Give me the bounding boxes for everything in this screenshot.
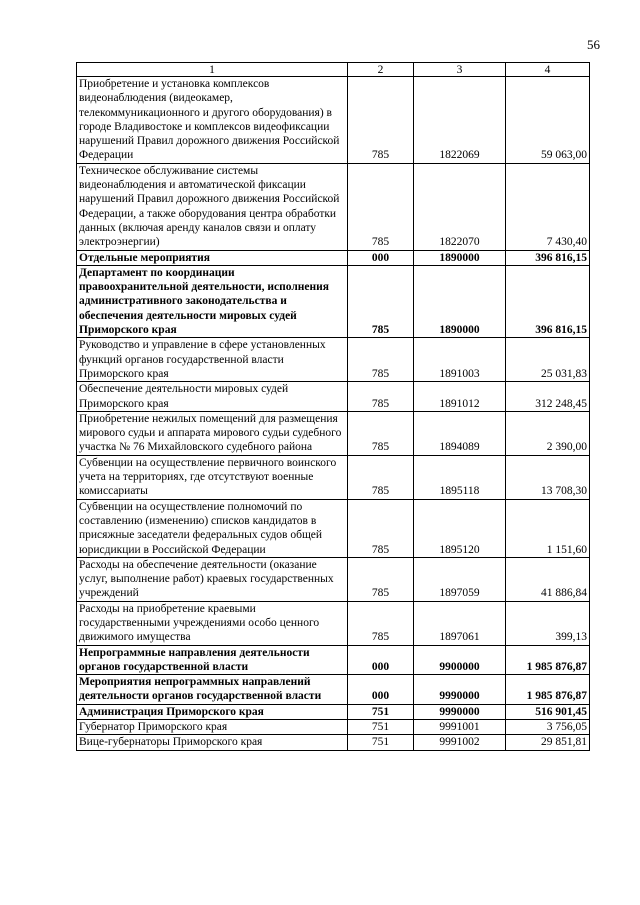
header-col-2: 2 [348, 63, 414, 77]
table-row [77, 250, 590, 265]
row-name: Губернатор Приморского края [77, 720, 348, 735]
row-code: 000 [348, 645, 414, 675]
row-code: 751 [348, 720, 414, 735]
row-code: 785 [348, 557, 414, 601]
table-row [77, 735, 590, 750]
row-code: 785 [348, 265, 414, 337]
row-amount: 396 816,15 [506, 250, 590, 265]
table-row [77, 411, 590, 455]
table-row [77, 382, 590, 412]
row-target-code: 1822070 [414, 163, 506, 250]
table-row [77, 499, 590, 557]
table-row [77, 675, 590, 705]
header-col-3: 3 [414, 63, 506, 77]
row-code: 785 [348, 77, 414, 164]
header-col-4: 4 [506, 63, 590, 77]
row-amount: 396 816,15 [506, 265, 590, 337]
row-name: Мероприятия непрограммных направлений деятельности органов государственной власти [77, 675, 348, 705]
row-amount: 399,13 [506, 601, 590, 645]
row-target-code: 1894089 [414, 411, 506, 455]
row-amount: 25 031,83 [506, 338, 590, 382]
table-row [77, 338, 590, 382]
row-amount: 516 901,45 [506, 704, 590, 719]
row-target-code: 1895118 [414, 455, 506, 499]
row-name: Департамент по координации правоохранительной деятельности, исполнения административного законодательства и обеспечения деятельности мировых судей Приморского края [77, 265, 348, 337]
row-amount: 1 985 876,87 [506, 675, 590, 705]
row-target-code: 1891012 [414, 382, 506, 412]
table-row [77, 645, 590, 675]
row-name: Расходы на обеспечение деятельности (оказание услуг, выполнение работ) краевых государственных учреждений [77, 557, 348, 601]
row-code: 785 [348, 601, 414, 645]
budget-table [76, 62, 590, 751]
row-code: 785 [348, 163, 414, 250]
row-amount: 41 886,84 [506, 557, 590, 601]
page-number: 56 [587, 37, 600, 52]
table-row [77, 557, 590, 601]
row-code: 000 [348, 250, 414, 265]
row-name: Вице-губернаторы Приморского края [77, 735, 348, 750]
row-name: Отдельные мероприятия [77, 250, 348, 265]
row-amount: 1 985 876,87 [506, 645, 590, 675]
row-target-code: 9991001 [414, 720, 506, 735]
row-code: 785 [348, 382, 414, 412]
row-name: Непрограммные направления деятельности органов государственной власти [77, 645, 348, 675]
table-row [77, 163, 590, 250]
row-amount: 312 248,45 [506, 382, 590, 412]
row-amount: 2 390,00 [506, 411, 590, 455]
table-row [77, 265, 590, 337]
table-header [77, 63, 590, 77]
header-col-1: 1 [77, 63, 348, 77]
row-target-code: 1822069 [414, 77, 506, 164]
row-name: Расходы на приобретение краевыми государственными учреждениями особо ценного движимого имущества [77, 601, 348, 645]
row-code: 785 [348, 338, 414, 382]
row-name: Субвенции на осуществление первичного воинского учета на территориях, где отсутствуют военные комиссариаты [77, 455, 348, 499]
row-amount: 7 430,40 [506, 163, 590, 250]
row-target-code: 9991002 [414, 735, 506, 750]
table-body [77, 77, 590, 751]
table-row [77, 720, 590, 735]
table-row [77, 77, 590, 164]
row-code: 000 [348, 675, 414, 705]
row-target-code: 1890000 [414, 250, 506, 265]
row-name: Приобретение нежилых помещений для размещения мирового судьи и аппарата мирового судьи судебного участка № 76 Михайловского судебного района [77, 411, 348, 455]
table-row [77, 601, 590, 645]
row-target-code: 1890000 [414, 265, 506, 337]
header-row [77, 63, 590, 77]
row-code: 751 [348, 735, 414, 750]
row-target-code: 1897061 [414, 601, 506, 645]
row-target-code: 9990000 [414, 704, 506, 719]
row-amount: 1 151,60 [506, 499, 590, 557]
row-target-code: 1897059 [414, 557, 506, 601]
row-target-code: 9900000 [414, 645, 506, 675]
row-name: Обеспечение деятельности мировых судей Приморского края [77, 382, 348, 412]
row-name: Администрация Приморского края [77, 704, 348, 719]
row-name: Субвенции на осуществление полномочий по составлению (изменению) списков кандидатов в присяжные заседатели федеральных судов общей юрисдикции в Российской Федерации [77, 499, 348, 557]
row-code: 751 [348, 704, 414, 719]
row-target-code: 9990000 [414, 675, 506, 705]
row-name: Техническое обслуживание системы видеонаблюдения и автоматической фиксации нарушений Правил дорожного движения Российской Федерации, а также оборудования центра обработки данных (включая аренду каналов связи и оплату электроэнергии) [77, 163, 348, 250]
row-code: 785 [348, 499, 414, 557]
row-amount: 13 708,30 [506, 455, 590, 499]
row-code: 785 [348, 411, 414, 455]
row-target-code: 1895120 [414, 499, 506, 557]
row-target-code: 1891003 [414, 338, 506, 382]
row-amount: 59 063,00 [506, 77, 590, 164]
table-row [77, 704, 590, 719]
row-amount: 3 756,05 [506, 720, 590, 735]
row-amount: 29 851,81 [506, 735, 590, 750]
row-name: Приобретение и установка комплексов видеонаблюдения (видеокамер, телекоммуникационного и другого оборудования) в городе Владивостоке и комплексов видеофиксации нарушений Правил дорожного движения Российской Федерации [77, 77, 348, 164]
table-row [77, 455, 590, 499]
row-name: Руководство и управление в сфере установленных функций органов государственной власти Приморского края [77, 338, 348, 382]
row-code: 785 [348, 455, 414, 499]
